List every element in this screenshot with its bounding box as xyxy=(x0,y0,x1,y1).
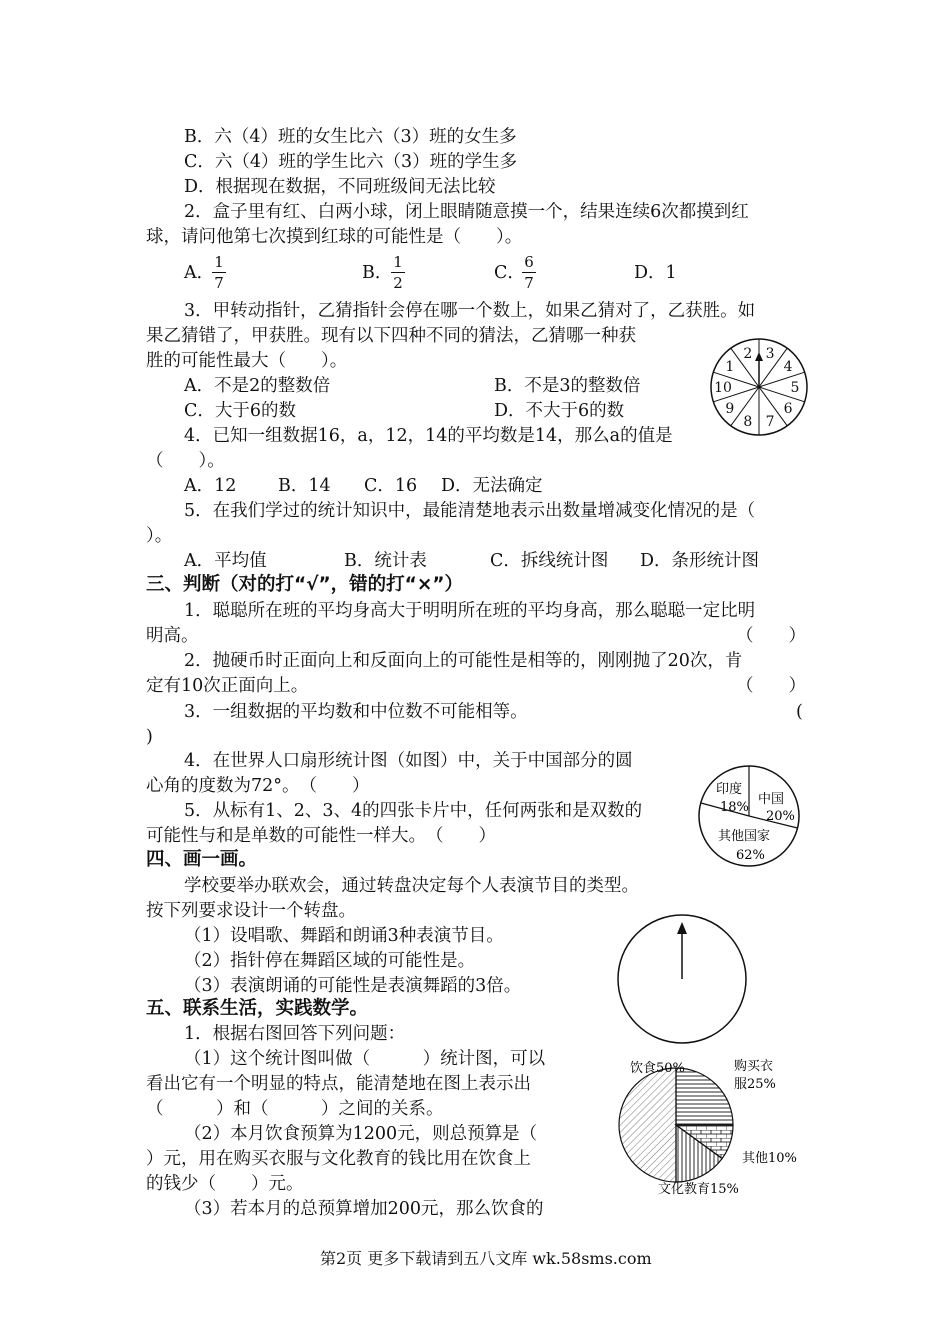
blank-spinner[interactable] xyxy=(615,912,749,1046)
practice-1-q3: （3）若本月的总预算增加200元，那么饮食的 xyxy=(184,1199,544,1219)
world-population-pie xyxy=(696,763,802,869)
q4-option-d: D．无法确定 xyxy=(441,476,543,496)
q2-option-a: A． xyxy=(184,263,215,283)
practice-1: 1．根据右图回答下列问题： xyxy=(184,1024,406,1044)
spinner-number: 3 xyxy=(765,345,775,362)
practice-1-q2-cont2: 的钱少（ ）元。 xyxy=(146,1174,304,1194)
question-4-cont: （ ）。 xyxy=(146,451,225,471)
judge-3-cont: ) xyxy=(146,727,153,747)
budget-label-clothes-1: 购买衣 xyxy=(734,1059,774,1074)
budget-label-other: 其他10% xyxy=(742,1151,797,1166)
section-3-heading: 三、判断（对的打“√”，错的打“×”） xyxy=(146,574,463,595)
judge-3: 3．一组数据的平均数和中位数不可能相等。 xyxy=(184,702,528,722)
draw-intro-cont: 按下列要求设计一个转盘。 xyxy=(146,901,356,921)
q2-option-b: B． xyxy=(362,263,393,283)
question-2-cont: 球，请问他第七次摸到红球的可能性是（ ）。 xyxy=(146,227,523,247)
q3-option-a: A．不是2的整数倍 xyxy=(184,376,331,396)
spinner-number: 1 xyxy=(725,358,735,375)
question-5: 5．在我们学过的统计知识中，最能清楚地表示出数量增减变化情况的是（ xyxy=(184,501,756,521)
pie-label-other: 其他国家 xyxy=(718,829,771,844)
question-3-cont: 果乙猜错了，甲获胜。现有以下四种不同的猜法，乙猜哪一种获 xyxy=(146,326,636,346)
judge-2: 2．抛硬币时正面向上和反面向上的可能性是相等的，刚刚抛了20次，肯 xyxy=(184,651,743,671)
question-4: 4．已知一组数据16，a，12，14的平均数是14，那么a的值是 xyxy=(184,426,673,446)
q3-option-b: B．不是3的整数倍 xyxy=(494,376,641,396)
practice-1-q2: （2）本月饮食预算为1200元，则总预算是（ xyxy=(184,1124,538,1144)
draw-req-1: （1）设唱歌、舞蹈和朗诵3种表演节目。 xyxy=(184,926,504,946)
budget-label-clothes-2: 服25% xyxy=(734,1077,776,1092)
practice-1-q2-cont: ）元，用在购买衣服与文化教育的钱比用在饮食上 xyxy=(146,1149,531,1169)
question-3-cont2: 胜的可能性最大（ ）。 xyxy=(146,351,348,371)
draw-req-2: （2）指针停在舞蹈区域的可能性是。 xyxy=(184,951,476,971)
q4-option-b: B．14 xyxy=(278,476,331,496)
spinner-number: 2 xyxy=(743,345,753,362)
option-b: B．六（4）班的女生比六（3）班的女生多 xyxy=(184,127,517,147)
q4-option-a: A．12 xyxy=(184,476,237,496)
page-footer: 第2页 更多下载请到五八文库 wk.58sms.com xyxy=(320,1249,652,1268)
slice-clothes xyxy=(676,1068,733,1125)
q3-option-c: C．大于6的数 xyxy=(184,401,297,421)
judge-3-answer[interactable]: ( xyxy=(796,702,803,722)
pie-label-india-pct: 18% xyxy=(720,800,749,815)
pie-label-other-pct: 62% xyxy=(736,848,765,863)
q2-fraction-a: 1 7 xyxy=(212,254,226,291)
judge-2-cont: 定有10次正面向上。 xyxy=(146,676,309,696)
judge-1: 1．聪聪所在班的平均身高大于明明所在班的平均身高，那么聪聪一定比明 xyxy=(184,601,756,621)
q5-option-a: A．平均值 xyxy=(184,551,267,571)
slice-food xyxy=(619,1068,676,1182)
q4-option-c: C．16 xyxy=(364,476,418,496)
option-d: D．根据现在数据，不同班级间无法比较 xyxy=(184,177,496,197)
judge-2-answer[interactable]: （ ） xyxy=(736,676,806,696)
q5-option-d: D．条形统计图 xyxy=(640,551,760,571)
judge-1-answer[interactable]: （ ） xyxy=(736,626,806,646)
q2-option-c: C． xyxy=(494,263,525,283)
question-5-cont: ）。 xyxy=(146,526,173,546)
judge-5: 5．从标有1、2、3、4的四张卡片中，任何两张和是双数的 xyxy=(184,801,643,821)
judge-1-cont: 明高。 xyxy=(146,626,199,646)
pie-label-china: 中国 xyxy=(758,792,785,807)
spinner-number: 10 xyxy=(714,380,732,396)
spinner-number: 8 xyxy=(743,414,753,431)
practice-1-q1-cont: 看出它有一个明显的特点，能清楚地在图上表示出 xyxy=(146,1074,531,1094)
section-5-heading: 五、联系生活，实践数学。 xyxy=(146,998,369,1019)
pie-label-india: 印度 xyxy=(716,782,743,797)
budget-label-food: 饮食50% xyxy=(630,1061,685,1076)
q2-fraction-c: 6 7 xyxy=(522,254,536,291)
judge-4-cont: 心角的度数为72°。 （ ） xyxy=(146,776,370,796)
draw-intro: 学校要举办联欢会，通过转盘决定每个人表演节目的类型。 xyxy=(184,876,639,896)
q2-option-d: D．1 xyxy=(634,263,677,283)
question-2: 2．盒子里有红、白两小球，闭上眼睛随意摸一个，结果连续6次都摸到红 xyxy=(184,202,749,222)
q5-option-b: B．统计表 xyxy=(344,551,427,571)
spinner-number: 5 xyxy=(790,380,800,396)
draw-req-3: （3）表演朗诵的可能性是表演舞蹈的3倍。 xyxy=(184,976,522,996)
section-4-heading: 四、画一画。 xyxy=(146,849,258,870)
practice-1-q1-cont2: （ ）和（ ）之间的关系。 xyxy=(146,1099,444,1119)
q3-option-d: D．不大于6的数 xyxy=(494,401,625,421)
judge-5-cont: 可能性与和是单数的可能性一样大。 （ ） xyxy=(146,826,496,846)
budget-pie-chart xyxy=(596,1050,816,1200)
budget-label-culture: 文化教育15% xyxy=(658,1182,739,1197)
spinner-number: 9 xyxy=(725,401,735,418)
spinner-number: 6 xyxy=(783,401,793,418)
q5-option-c: C．拆线统计图 xyxy=(490,551,609,571)
number-spinner-figure xyxy=(708,336,810,438)
practice-1-q1: （1）这个统计图叫做（ ）统计图，可以 xyxy=(184,1049,546,1069)
judge-4: 4．在世界人口扇形统计图（如图）中，关于中国部分的圆 xyxy=(184,751,633,771)
option-c: C．六（4）班的学生比六（3）班的学生多 xyxy=(184,152,518,172)
spinner-number: 4 xyxy=(783,358,793,375)
pie-label-china-pct: 20% xyxy=(766,809,795,824)
q2-fraction-b: 1 2 xyxy=(391,254,405,291)
spinner-number: 7 xyxy=(765,414,775,431)
question-3: 3．甲转动指针，乙猜指针会停在哪一个数上，如果乙猜对了，乙获胜。如 xyxy=(184,301,756,321)
